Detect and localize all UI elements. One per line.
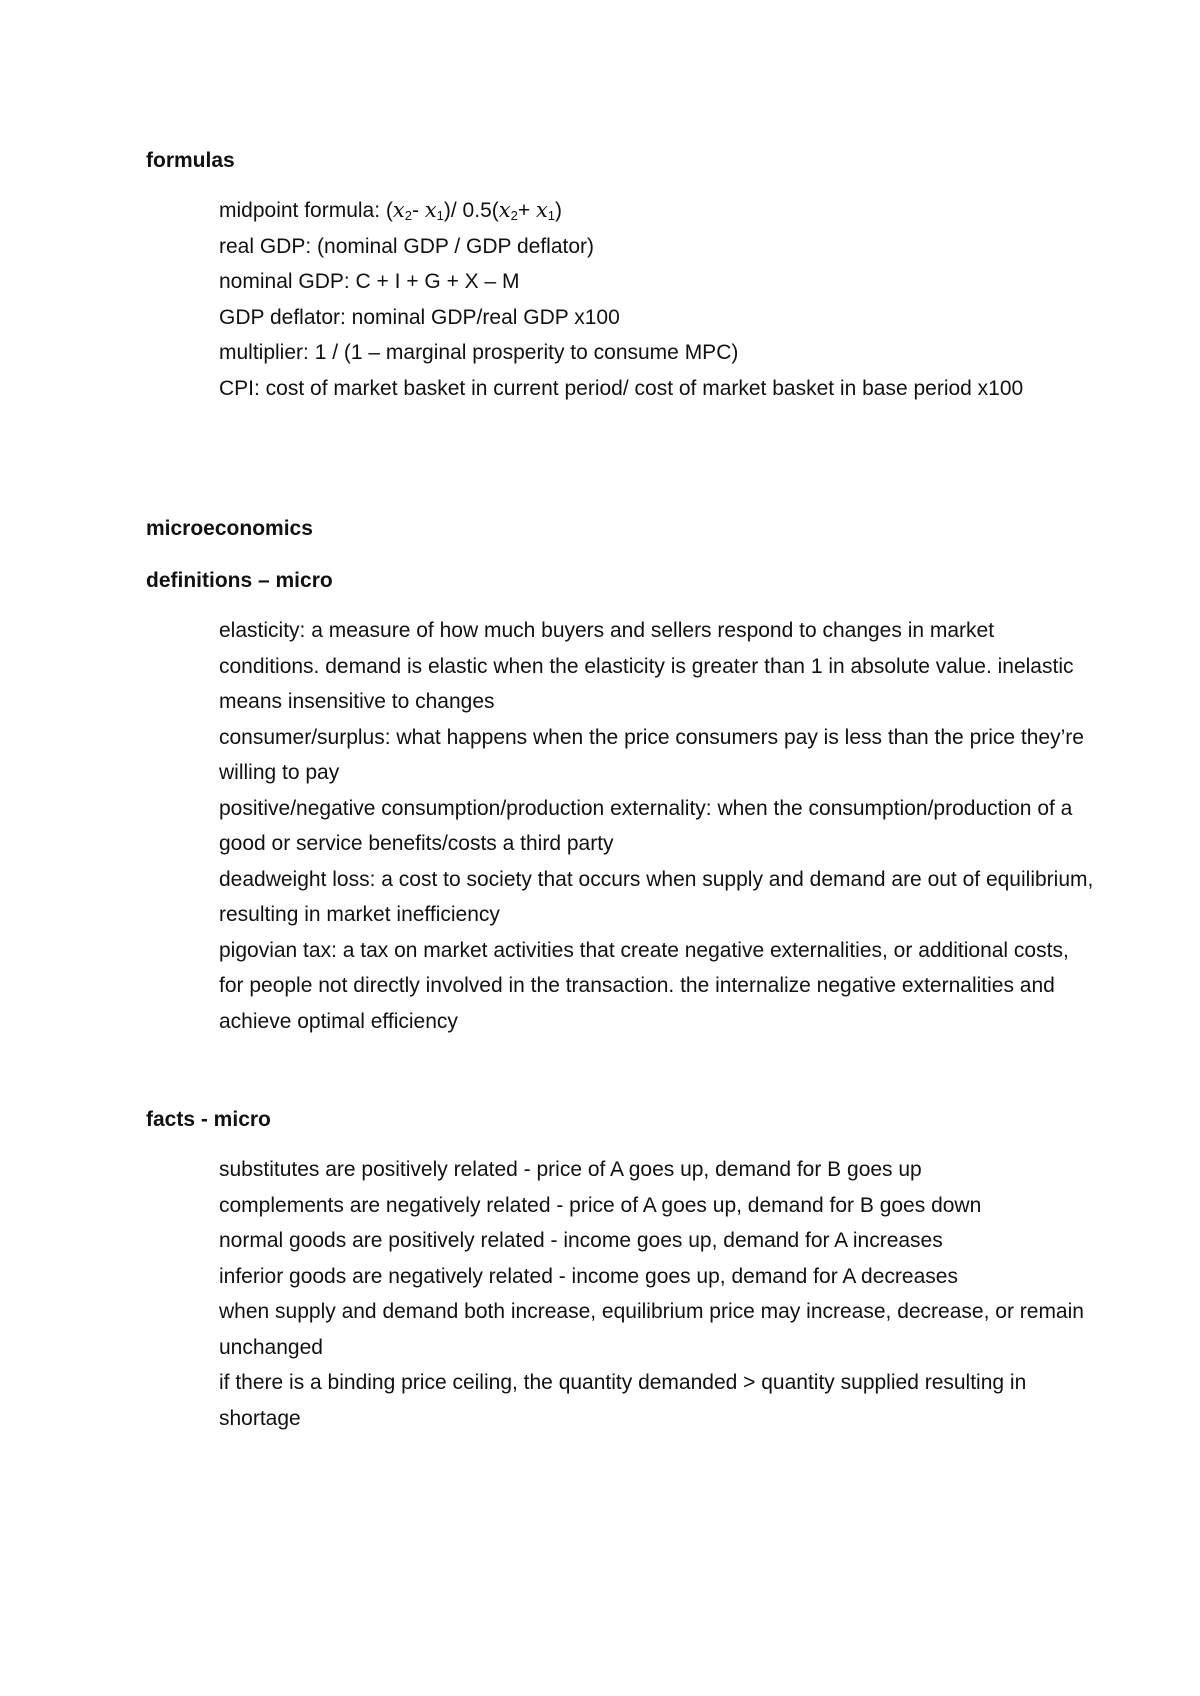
- definitions-heading: definitions – micro: [146, 569, 333, 592]
- definition-deadweight-loss: deadweight loss: a cost to society that occurs when supply and demand are out of equilibrium, resulting in market inefficiency: [219, 867, 1094, 926]
- plus-sign: +: [517, 199, 536, 222]
- midpoint-mid: )/ 0.5(: [443, 199, 499, 222]
- facts-heading: facts - micro: [146, 1108, 271, 1131]
- fact-price-ceiling: if there is a binding price ceiling, the quantity demanded > quantity supplied resulting in shortage: [219, 1371, 1027, 1430]
- formulas-heading: formulas: [146, 149, 235, 172]
- formula-gdp-deflator: GDP deflator: nominal GDP/real GDP x100: [219, 305, 620, 329]
- formula-multiplier: multiplier: 1 / (1 – marginal prosperity to consume MPC): [219, 341, 739, 364]
- sub-1: 1: [436, 208, 444, 223]
- fact-normal-goods: normal goods are positively related - income goes up, demand for A increases: [219, 1229, 943, 1252]
- fact-inferior-goods: inferior goods are negatively related - income goes up, demand for A decreases: [219, 1264, 958, 1288]
- formula-nominal-gdp: nominal GDP: C + I + G + X – M: [219, 270, 520, 293]
- fact-complements: complements are negatively related - price of A goes up, demand for B goes down: [219, 1193, 982, 1217]
- microeconomics-heading: microeconomics: [146, 517, 313, 540]
- fact-supply-demand: when supply and demand both increase, equilibrium price may increase, decrease, or remain unchanged: [219, 1300, 1084, 1359]
- var-x2: x: [392, 198, 405, 222]
- formula-cpi: CPI: cost of market basket in current period/ cost of market basket in base period x100: [219, 376, 1024, 400]
- formula-real-gdp: real GDP: (nominal GDP / GDP deflator): [219, 234, 595, 258]
- definition-externality: positive/negative consumption/production externality: when the consumption/production of a good or service benefits/costs a third party: [219, 796, 1073, 855]
- var-x2b: x: [498, 198, 511, 222]
- definition-elasticity: elasticity: a measure of how much buyers and sellers respond to changes in market conditions. demand is elastic when the elasticity is greater than 1 in absolute value. inelastic means insensitive to changes: [219, 619, 1074, 713]
- sub-2b: 2: [510, 208, 518, 223]
- fact-substitutes: substitutes are positively related - price of A goes up, demand for B goes up: [219, 1158, 922, 1181]
- minus-sign: -: [411, 199, 425, 222]
- facts-list: [219, 1152, 1099, 1436]
- midpoint-label: midpoint formula: (: [219, 199, 393, 222]
- definitions-list: [219, 613, 1099, 1039]
- definition-consumer-surplus: consumer/surplus: what happens when the price consumers pay is less than the price they’re willing to pay: [219, 725, 1084, 784]
- var-x1: x: [424, 198, 437, 222]
- sub-1b: 1: [547, 208, 556, 223]
- sub-2: 2: [404, 208, 412, 223]
- midpoint-close: ): [555, 199, 563, 222]
- definition-pigovian-tax: pigovian tax: a tax on market activities that create negative externalities, or additional costs, for people not directly involved in the transaction. the internalize negative externalities and achieve optimal efficiency: [219, 938, 1069, 1033]
- formulas-list: [219, 193, 1099, 406]
- var-x1b: x: [535, 198, 548, 222]
- formula-midpoint: [219, 193, 1099, 229]
